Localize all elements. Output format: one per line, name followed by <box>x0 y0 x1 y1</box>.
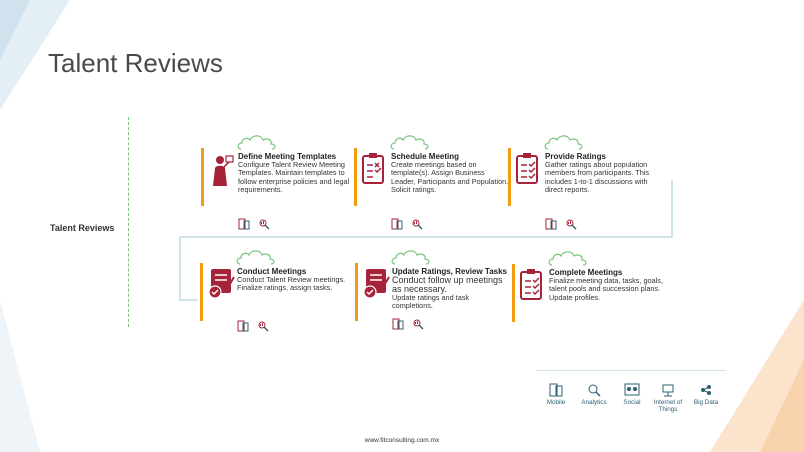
step-accent-bar <box>201 148 204 206</box>
step-title: Schedule Meeting <box>391 152 460 161</box>
step-define-meeting-templates[interactable] <box>201 148 351 238</box>
legend-item-mobile <box>536 383 576 406</box>
legend <box>536 370 726 426</box>
big-data-icon <box>699 383 713 397</box>
step-description: Update ratings and task completions. <box>392 293 470 311</box>
social-icon <box>624 383 640 397</box>
cloud-icon <box>237 134 277 150</box>
step-provide-ratings[interactable] <box>508 148 658 238</box>
row-label: Talent Reviews <box>50 223 115 233</box>
mobile-icon <box>392 318 404 330</box>
step-conduct-meetings[interactable] <box>200 263 350 353</box>
step-complete-meetings[interactable] <box>512 264 662 354</box>
cloud-icon <box>548 250 588 266</box>
step-description: Conduct Talent Review meetings. Finalize ratings, assign tasks. <box>237 275 346 293</box>
step-description: Configure Talent Review Meeting Templates. Maintain templates to follow enterprise policies and legal requirements. <box>238 160 350 195</box>
step-description: Finalize meeting data, tasks, goals, talent pools and succession plans. Update profiles. <box>549 276 663 302</box>
clipboard-icon <box>361 152 385 184</box>
mobile-icon <box>237 320 249 332</box>
step-description: Create meetings based on template(s). Assign Business Leader, Participants and Population. Solicit ratings. <box>391 160 509 195</box>
cloud-icon <box>391 249 431 265</box>
analytics-icon <box>412 318 424 330</box>
legend-item-big-data <box>686 383 726 406</box>
step-accent-bar <box>508 148 511 206</box>
legend-item-social <box>612 383 652 406</box>
step-title: Complete Meetings <box>549 268 623 277</box>
analytics-icon <box>258 218 270 230</box>
step-accent-bar <box>200 263 203 321</box>
row-divider <box>128 117 129 327</box>
mobile-icon <box>391 218 403 230</box>
legend-item-iot <box>648 383 688 413</box>
legend-label: Social <box>623 399 641 406</box>
analytics-icon <box>411 218 423 230</box>
step-schedule-meeting[interactable] <box>354 148 509 238</box>
clipboard-icon <box>519 268 543 300</box>
step-description: Gather ratings about population members from participants. This includes 1-to-1 discussions with direct reports. <box>545 160 650 195</box>
step-accent-bar <box>354 148 357 206</box>
cloud-icon <box>236 249 276 265</box>
step-description-large: Conduct follow up meetings as necessary. <box>392 275 503 294</box>
clipboard-icon <box>515 152 539 184</box>
iot-icon <box>661 383 675 397</box>
mobile-icon <box>549 383 563 397</box>
presenter-icon <box>208 152 234 186</box>
step-update-ratings-review-tasks[interactable] <box>355 263 505 353</box>
analytics-icon <box>587 383 601 397</box>
analytics-icon <box>257 320 269 332</box>
footer-url: www.fitconsulting.com.mx <box>364 437 440 444</box>
step-title: Define Meeting Templates <box>238 152 337 161</box>
cloud-icon <box>390 134 430 150</box>
page-title: Talent Reviews <box>48 48 223 78</box>
step-accent-bar <box>512 264 515 322</box>
document-check-icon <box>362 267 390 299</box>
cloud-icon <box>544 134 584 150</box>
legend-item-analytics <box>574 383 614 406</box>
legend-label: Big Data <box>693 399 719 406</box>
document-check-icon <box>207 267 235 299</box>
analytics-icon <box>565 218 577 230</box>
mobile-icon <box>238 218 250 230</box>
legend-label: Analytics <box>581 399 607 406</box>
step-title: Provide Ratings <box>545 152 606 161</box>
step-title: Update Ratings, Review Tasks <box>392 267 507 276</box>
legend-label: Internet of Things <box>653 399 683 413</box>
mobile-icon <box>545 218 557 230</box>
legend-label: Mobile <box>546 399 566 406</box>
step-accent-bar <box>355 263 358 321</box>
step-title: Conduct Meetings <box>237 267 307 276</box>
